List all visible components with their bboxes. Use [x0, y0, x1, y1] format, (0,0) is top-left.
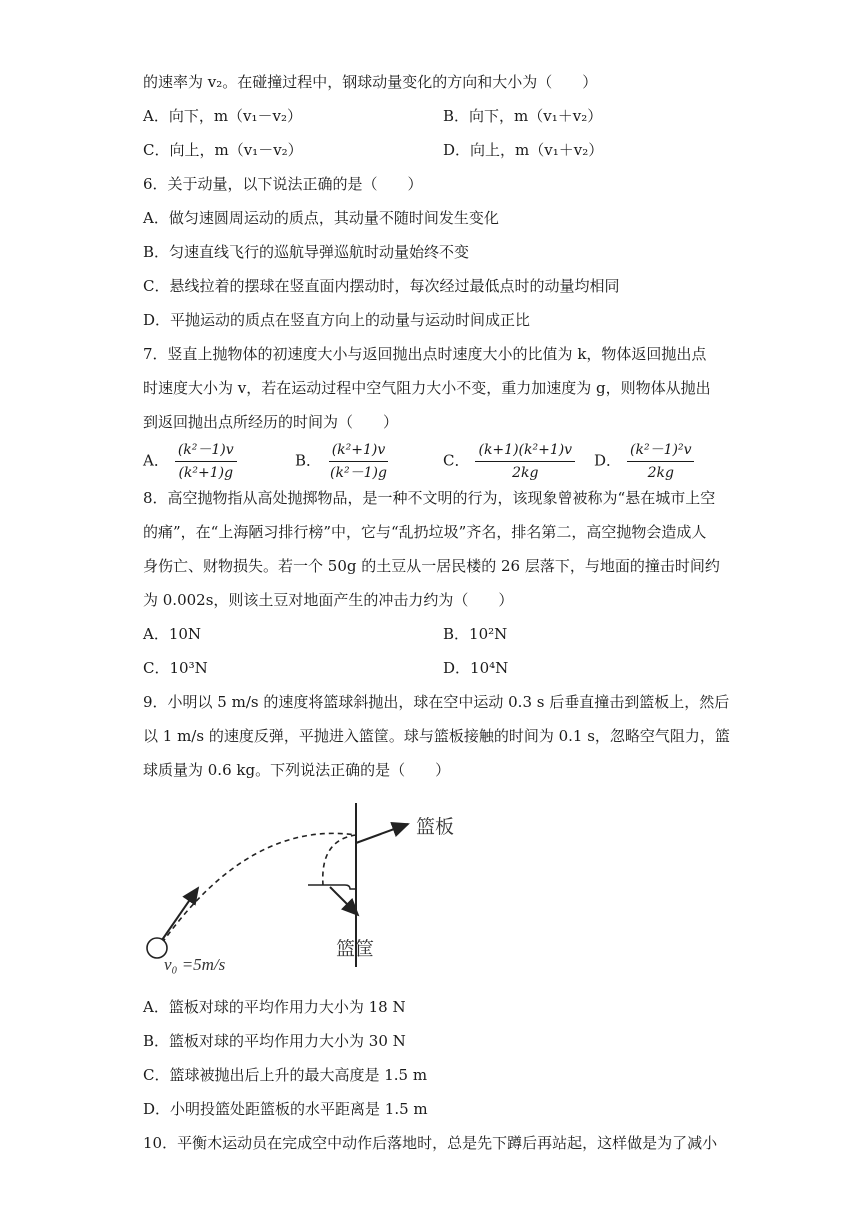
q9-stem-line-1: 9．小明以 5 m/s 的速度将篮球斜抛出，球在空中运动 0.3 s 后垂直撞击到篮板上，然后	[143, 693, 730, 711]
q7-option-a-label: A．	[143, 451, 169, 470]
trajectory-path	[162, 833, 356, 943]
q5-option-d[interactable]: D．向上，m（v₁＋v₂）	[443, 141, 604, 159]
hoop-bracket	[345, 885, 356, 889]
q6-option-c[interactable]: C．悬线拉着的摆球在竖直面内摆动时，每次经过最低点时的动量均相同	[143, 277, 620, 295]
q6-stem: 6．关于动量，以下说法正确的是（ ）	[143, 175, 423, 193]
q7-stem-line-1: 7．竖直上抛物体的初速度大小与返回抛出点时速度大小的比值为 k，物体返回抛出点	[143, 345, 707, 363]
q7-option-c-label: C．	[443, 451, 470, 470]
q8-stem-line-1: 8．高空抛物指从高处抛掷物品，是一种不文明的行为，该现象曾被称为“悬在城市上空	[143, 489, 716, 507]
q6-option-d[interactable]: D．平抛运动的质点在竖直方向上的动量与运动时间成正比	[143, 311, 531, 329]
q7-stem-line-2: 时速度大小为 v，若在运动过程中空气阻力大小不变，重力加速度为 g，则物体从抛出	[143, 379, 711, 397]
backboard-arrow	[356, 824, 408, 843]
q8-stem-line-4: 为 0.002s，则该土豆对地面产生的冲击力约为（ ）	[143, 591, 514, 609]
q9-option-a[interactable]: A．篮板对球的平均作用力大小为 18 N	[143, 998, 406, 1016]
q7-option-b-label: B．	[295, 451, 322, 470]
q9-option-d[interactable]: D．小明投篮处距篮板的水平距离是 1.5 m	[143, 1100, 428, 1118]
q8-option-c[interactable]: C．10³N	[143, 659, 208, 677]
q8-option-d[interactable]: D．10⁴N	[443, 659, 509, 677]
hoop-arrow	[330, 887, 358, 915]
backboard-label: 篮板	[416, 816, 455, 838]
q5-option-c[interactable]: C．向上，m（v₁－v₂）	[143, 141, 303, 159]
hoop-label: 篮筐	[336, 938, 375, 960]
rebound-path	[323, 835, 356, 885]
q7-option-d-label: D．	[594, 451, 622, 470]
q5-option-a[interactable]: A．向下，m（v₁－v₂）	[143, 107, 303, 125]
q7-option-c[interactable]	[443, 440, 575, 483]
q8-stem-line-2: 的痛”，在“上海陋习排行榜”中，它与“乱扔垃圾”齐名，排名第二，高空抛物会造成人	[143, 523, 707, 541]
q5-stem-tail: 的速率为 v₂。在碰撞过程中，钢球动量变化的方向和大小为（ ）	[143, 73, 598, 91]
q7-option-a[interactable]	[143, 440, 237, 483]
q7-option-d-fraction: $\frac{\text{(k²－1)²v}}{2kg}$	[627, 440, 694, 483]
v0-label: v₀ =5m/s	[164, 955, 226, 974]
q7-option-a-fraction: $\frac{\text{(k²－1)v}}{\text{(k²+1)g}}$	[175, 440, 237, 483]
q9-stem-line-3: 球质量为 0.6 kg。下列说法正确的是（ ）	[143, 761, 451, 779]
basketball-diagram	[140, 795, 480, 980]
q9-stem-line-2: 以 1 m/s 的速度反弹，平抛进入篮筐。球与篮板接触的时间为 0.1 s，忽略空气阻力，篮	[143, 727, 730, 745]
v0-arrow	[162, 888, 198, 940]
q10-stem-line-1: 10．平衡木运动员在完成空中动作后落地时，总是先下蹲后再站起，这样做是为了减小	[143, 1134, 718, 1152]
q9-option-b[interactable]: B．篮板对球的平均作用力大小为 30 N	[143, 1032, 406, 1050]
q8-stem-line-3: 身伤亡、财物损失。若一个 50g 的土豆从一居民楼的 26 层落下，与地面的撞击时间约	[143, 557, 720, 575]
q7-stem-line-3: 到返回抛出点所经历的时间为（ ）	[143, 413, 399, 431]
q8-option-a[interactable]: A．10N	[143, 625, 202, 643]
q7-option-c-fraction: $\frac{\text{(k+1)(k²+1)v}}{2kg}$	[475, 440, 575, 483]
q6-option-b[interactable]: B．匀速直线飞行的巡航导弹巡航时动量始终不变	[143, 243, 470, 261]
q7-option-b[interactable]	[295, 440, 390, 483]
q5-option-b[interactable]: B．向下，m（v₁＋v₂）	[443, 107, 603, 125]
q6-option-a[interactable]: A．做匀速圆周运动的质点，其动量不随时间发生变化	[143, 209, 499, 227]
q7-option-b-fraction: $\frac{\text{(k²+1)v}}{\text{(k²－1)g}}$	[330, 442, 387, 481]
q8-option-b[interactable]: B．10²N	[443, 625, 508, 643]
q7-option-d[interactable]	[594, 440, 694, 483]
q9-option-c[interactable]: C．篮球被抛出后上升的最大高度是 1.5 m	[143, 1066, 428, 1084]
